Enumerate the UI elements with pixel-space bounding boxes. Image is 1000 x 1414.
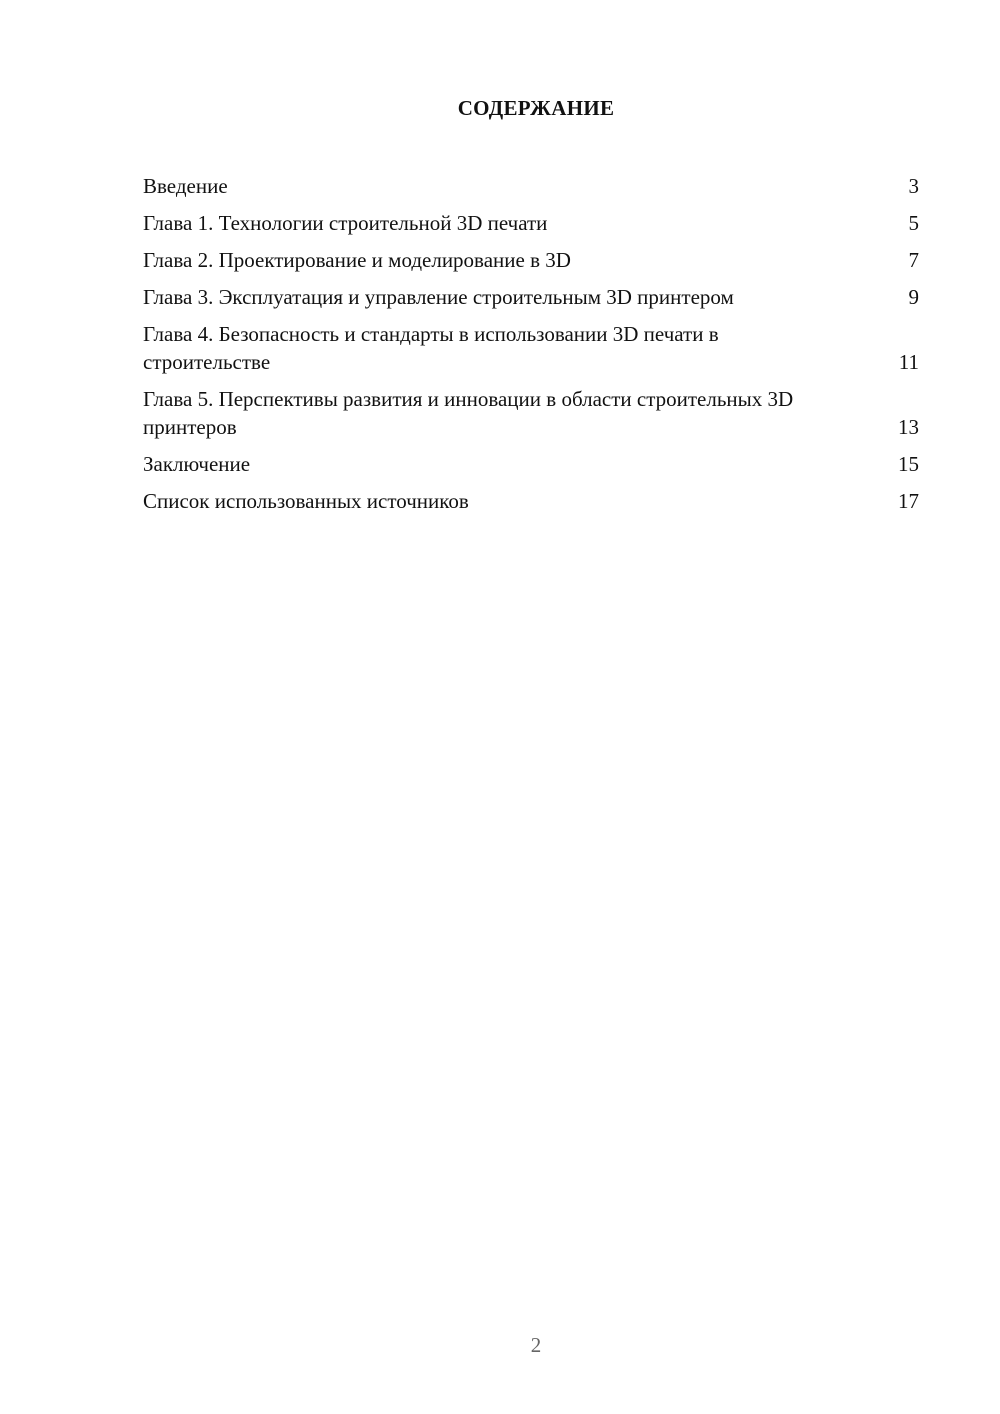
- toc-entry-title: Глава 4. Безопасность и стандарты в использовании 3D печати в строительстве: [143, 322, 719, 374]
- toc-entry-conclusion: [143, 450, 919, 478]
- toc-entry-references: [143, 487, 919, 515]
- toc-entry-title: Глава 2. Проектирование и моделирование в 3D: [143, 248, 571, 272]
- toc-entry-chapter-1: [143, 209, 919, 237]
- toc-entry-chapter-3: [143, 283, 919, 311]
- toc-entry-page: 7: [908, 248, 919, 272]
- toc-entry-page: 9: [908, 285, 919, 309]
- toc-entry-page: 5: [908, 211, 919, 235]
- toc-entry-title: Глава 1. Технологии строительной 3D печати: [143, 211, 548, 235]
- toc-entry-title: Список использованных источников: [143, 489, 469, 513]
- toc-entry-chapter-4: [143, 320, 919, 376]
- toc-entry-title: Заключение: [143, 452, 251, 476]
- toc-entry-page: 3: [908, 174, 919, 198]
- page-number: 2: [530, 1333, 542, 1357]
- toc-entry-chapter-2: [143, 246, 919, 274]
- toc-entry-introduction: [143, 172, 919, 200]
- toc-entry-page: 15: [898, 452, 919, 476]
- toc-entry-title: Введение: [143, 174, 228, 198]
- toc-entry-page: 17: [898, 489, 919, 513]
- toc-entry-chapter-5: [143, 385, 919, 441]
- toc-entry-title: Глава 3. Эксплуатация и управление строительным 3D принтером: [143, 285, 734, 309]
- toc-entry-title: Глава 5. Перспективы развития и инновации в области строительных 3D принтеров: [143, 387, 794, 439]
- toc-entry-page: 11: [898, 350, 919, 374]
- table-of-contents: [143, 172, 919, 524]
- page-title: СОДЕРЖАНИЕ: [457, 96, 615, 120]
- toc-entry-page: 13: [898, 415, 919, 439]
